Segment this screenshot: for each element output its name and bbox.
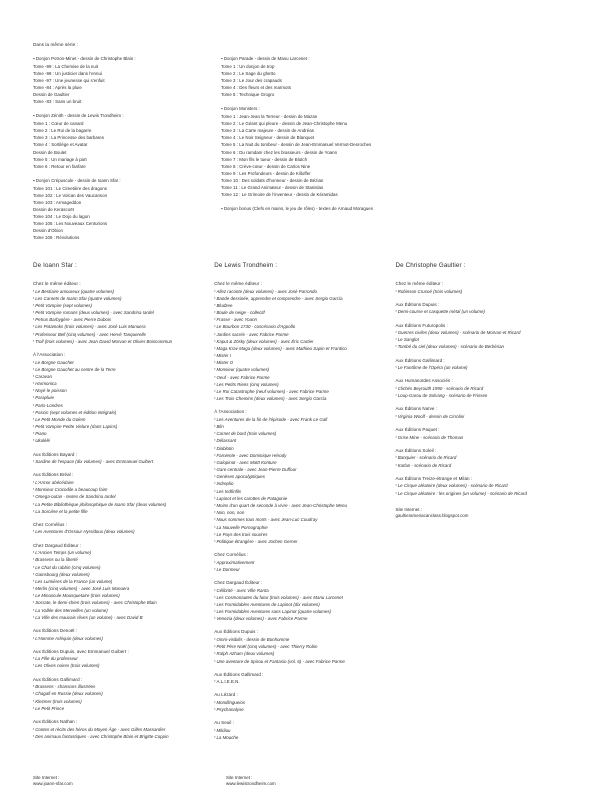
work-item: ▪ Gainsbourg (deux volumes)	[33, 571, 210, 578]
series-entry: Tome 5 : Un mariage à part	[33, 156, 87, 162]
series-group	[33, 55, 221, 105]
series-entry: Tome 5 : La Nuit du tombeur - dessin de Jean-Emmanuel Vermot-Desroches	[221, 142, 372, 148]
work-item: ▪ L'Ancien Temps (un volume)	[33, 549, 210, 556]
publisher-name: Aux Éditions Gallimard :	[33, 676, 83, 682]
author-name: De Christophe Gaultier :	[395, 262, 466, 269]
work-item: ▪ Jardins sacrés - avec Fabrice Parme	[214, 331, 391, 338]
series-title: ▪ Donjon Crépuscule - dessin de Ioann Sfar :	[33, 177, 121, 183]
work-item: ▪ Maga Krav Maga (deux volumes) - avec Mathieu Sapin et Frantico	[214, 345, 391, 352]
author-name: De Lewis Trondheim :	[214, 262, 278, 269]
publisher-name: Chez le même éditeur :	[214, 281, 262, 286]
work-item: ▪ Politique étrangère - avec Jochen Gerner	[214, 538, 391, 545]
series-title: ▪ Donjon Potron-Minet - dessin de Christophe Blain :	[33, 56, 136, 61]
work-item: ▪ Monsieur (quatre volumes)	[214, 366, 391, 373]
publisher-block	[214, 629, 391, 664]
work-item: ▪ Approximativement	[214, 559, 391, 566]
work-item: ▪ La Fille du professeur	[33, 655, 210, 662]
work-item: ▪ Bande dessinée, apprendre et comprendre - avec Sergio García	[214, 295, 391, 302]
work-item: ▪ Les Aventures de la fin de l'épisode - avec Frank Le Gall	[214, 416, 391, 423]
publisher-name: Chez le même éditeur :	[395, 281, 444, 286]
work-item: ▪ Le Sanglot	[396, 336, 570, 343]
publisher-name: À l'Association :	[214, 409, 247, 415]
work-item: ▪ Noyé le poisson	[33, 387, 210, 394]
work-item: ▪ Petit Vampire romans (deux volumes) - avec Sandrina Iardel	[33, 309, 210, 316]
series-group	[33, 177, 221, 242]
work-item: ▪ Mildiou	[214, 727, 391, 734]
work-item: ▪ La Ville des mauvais rêves (un volume) - avec David B	[33, 614, 210, 621]
publisher-block	[396, 448, 570, 469]
publisher-block	[33, 649, 210, 670]
work-item: ▪ Chagall en Russie (deux volumes)	[33, 690, 210, 697]
series-entry: Tome 1 : Un donjon de trop	[221, 63, 275, 69]
publisher-name: Chez Dargaud Éditeur :	[214, 579, 263, 585]
publisher-name: Au Seuil :	[214, 720, 235, 726]
website-block-sfar	[33, 775, 73, 787]
work-item: ▪ Merlin (cinq volumes) - avec José Luis Munuera	[33, 585, 210, 592]
work-item: ▪ Les Indfinfils	[214, 488, 391, 495]
series-entry: Tome 2 : Le Sage du ghetto	[221, 70, 276, 76]
work-item: ▪ Parapluie	[33, 394, 210, 401]
work-item: ▪ Les Formidables Aventures sans Lapinot (quatre volumes)	[214, 608, 391, 615]
publisher-block	[396, 358, 570, 372]
series-entry: Tome 2 : Le Géant qui pleure - dessin de Jean-Christophe Menu	[221, 121, 348, 126]
section-intro: Dans la même série :	[33, 42, 79, 47]
series-group	[221, 55, 573, 98]
publisher-block	[33, 522, 210, 536]
work-item: ▪ Des animaux fantastiques - avec Christophe Blain et Brigitte Coppin	[33, 733, 210, 740]
work-item: ▪ Virginia Woolf - dessin de Cirrolini	[396, 413, 570, 420]
series-entry: Dessin d'Obion	[33, 228, 63, 234]
series-entry: Tome 7 : Mon fils le tueur - dessin de Blutch	[221, 156, 308, 162]
work-item: ▪ Oeuf - avec Fabrice Parme	[214, 374, 391, 381]
website-block-gaultier	[396, 507, 570, 519]
publisher-name: Aux Éditions Dupuis :	[395, 301, 440, 307]
work-item: ▪ Mister O	[214, 359, 391, 366]
work-item: ▪ Contes et récits des héros du Moyen Âge - avec Gilles Massardier	[33, 726, 210, 733]
work-item: ▪ Petit Vampire (sept volumes)	[33, 302, 210, 309]
series-entry: Tome 11 : Le Grand Animateur - dessin de Stanislas	[221, 185, 324, 191]
work-item: ▪ Gare centrale - avec Jean-Pierre Duffour	[214, 466, 391, 473]
work-item: ▪ Kaïlan - scénario de Ricard	[396, 462, 570, 469]
work-item: ▪ Les Aventures d'Ossour Hyrsidoux (deux volumes)	[33, 528, 210, 535]
series-title: ▪ Donjon bonus (Clefs en mains, le jeu de rôles) - textes de Arnaud Moragues	[221, 206, 373, 212]
work-item: ▪ Omni-visibilis - dessin de Bonhomme	[214, 636, 391, 643]
website-url[interactable]: www.joann-sfar.com	[33, 781, 73, 786]
work-item: ▪ Psychanalyse	[214, 706, 391, 713]
work-item: ▪ Pascin (sept volumes et édition intégrale)	[33, 409, 210, 416]
publisher-name: Aux Éditions Bayard :	[33, 451, 78, 457]
work-item: ▪ Indreplio	[214, 480, 391, 487]
work-item: ▪ Les Petits Riens (cinq volumes)	[214, 381, 391, 388]
work-item: ▪ Genèses apocalyptiques	[214, 473, 391, 480]
publisher-block	[33, 628, 210, 642]
authors-section	[33, 262, 573, 748]
website-label: Site Internet :	[226, 774, 253, 780]
series-entry: Tome 1 : Jean-Jean la Terreur - dessin de Mazan	[221, 113, 318, 119]
work-item: ▪ Le Minuscule Mousquetaire (trois volumes)	[33, 592, 210, 599]
work-item: ▪ Monsieur Crocodile a beaucoup faim	[33, 486, 210, 493]
work-item: ▪ Carnet de bord (trois volumes)	[214, 430, 391, 437]
series-entry: Tome -84 : Après la pluie	[33, 85, 82, 90]
work-item: ▪ Le Dormeur	[214, 566, 391, 573]
publisher-block	[33, 719, 210, 740]
work-item: ▪ La Sorcière et la petite fille	[33, 508, 210, 515]
publisher-block	[396, 281, 570, 295]
work-item: ▪ Le Petit Prince	[33, 705, 210, 712]
series-entry: Tome 102 : Le Volcan des Vaucanson	[33, 192, 108, 198]
work-item: ▪ Les Potamoks (trois volumes) - avec José Luis Munuera	[33, 323, 210, 330]
work-item: ▪ Venezia (deux volumes) - avec Fabrice Parme	[214, 615, 391, 622]
publisher-block	[396, 476, 570, 497]
series-title: ▪ Donjon Parade - dessin de Manu Larcenet :	[221, 56, 310, 61]
publisher-name: Aux Éditions Nathan :	[33, 718, 78, 724]
author-column-trondheim	[214, 262, 395, 748]
publisher-block	[396, 323, 570, 351]
website-label: Site Internet :	[33, 774, 60, 780]
author-column-sfar	[33, 262, 214, 748]
series-title: ▪ Donjon Zénith - dessin de Lewis Trondheim :	[33, 113, 124, 119]
work-item: ▪ Socrate, le demi-chien (trois volumes) - avec Christophe Blain	[33, 599, 210, 606]
top-column-right	[221, 55, 573, 249]
series-entry: Tome 8 : Crève-cœur - dessin de Carlos Nine	[221, 163, 311, 169]
series-entry: Tome 1 : Cœur de canard	[33, 121, 84, 126]
series-entry: Tome 4 : Des fleurs et des marmots	[221, 85, 291, 90]
publisher-block	[214, 720, 391, 741]
work-item: ▪ Célibrité - avec Ville Ranta	[214, 587, 391, 594]
publisher-block	[33, 281, 210, 345]
work-item: ▪ L'Homme Arléquin (deux volumes)	[33, 635, 210, 642]
series-entry: Tome -98 : Un justicier dans l'ennui	[33, 70, 102, 76]
series-entry: Tome 4 : Sortilège et Avatar	[33, 142, 88, 148]
series-entry: Tome 5 : Technique Grogro	[221, 92, 275, 98]
publisher-name: Aux Éditions Gallimard :	[395, 357, 445, 363]
publisher-name: Aux Éditions Treize-étrange et Milan :	[395, 475, 473, 481]
author-name: De Ioann Sfar :	[33, 262, 77, 269]
website-label: Site Internet :	[395, 506, 422, 512]
work-item: ▪ Grise Mine - scénario de Thomas	[396, 434, 570, 441]
series-entry: Tome -83 : Sans un bruit	[33, 99, 82, 105]
work-item: ▪ Robinson Crusoé (trois volumes)	[396, 288, 570, 295]
publisher-block	[214, 281, 391, 402]
work-item: ▪ Mondlingueios	[214, 699, 391, 706]
publisher-block	[396, 302, 570, 316]
publisher-block	[214, 552, 391, 573]
work-item: ▪ Le Bourbon 1730 - coscénario d'Appollo	[214, 323, 391, 330]
work-item: ▪ Farniente - avec Dominique Hérody	[214, 452, 391, 459]
website-block-trondheim	[226, 775, 276, 787]
work-item: ▪ Les Lumières de la France (un volume)	[33, 578, 210, 585]
work-item: ▪ Moins d'un quart de seconde à vivre - avec Jean-Christophe Menu	[214, 502, 391, 509]
work-item: ▪ L'Armor abécédaire	[33, 479, 210, 486]
work-item: ▪ Le Borgne Gauchet	[33, 359, 210, 366]
top-columns	[33, 55, 573, 249]
work-item: ▪ Non, non, non	[214, 509, 391, 516]
work-item: ▪ Le Chat du rabbin (cinq volumes)	[33, 564, 210, 571]
website-url[interactable]: www.lewistrondheim.com	[226, 781, 276, 786]
work-item: ▪ Brassens - chansons illustrées	[33, 683, 210, 690]
work-item: ▪ Petit Vampire Petite Vielure (dans Lapins)	[33, 423, 210, 430]
work-item: ▪ Délassant	[214, 437, 391, 444]
work-item: ▪ Petit Père Noël (cinq volumes) - avec Thierry Robin	[214, 643, 391, 650]
series-title: ▪ Donjon Monsters :	[221, 106, 260, 112]
publisher-block	[33, 352, 210, 445]
work-item: ▪ Les Cosmonautes du futur (trois volumes) - avec Manu Larcenet	[214, 594, 391, 601]
publisher-name: Chez Cornélius :	[33, 521, 68, 527]
publisher-block	[214, 580, 391, 622]
publisher-block	[33, 472, 210, 514]
work-item: ▪ La Mouche	[214, 734, 391, 741]
work-item: ▪ Le Fantôme de l'Opéra (un volume)	[396, 364, 570, 371]
work-item: ▪ Loup-Garou de Solvang - scénario de Frissen	[396, 392, 570, 399]
publisher-name: Aux Éditions Gallimard :	[214, 671, 264, 677]
work-item: ▪ Galopinot - avec Mattt Konture	[214, 459, 391, 466]
work-item: ▪ Nous sommes tous morts - avec Jean-Luc Coudray	[214, 516, 391, 523]
work-item: ▪ Clichés Beyrouth 1990 - scénario de Ricard	[396, 385, 570, 392]
work-item: ▪ Ukulélé	[33, 437, 210, 444]
work-item: ▪ Le Pays des trois sourires	[214, 531, 391, 538]
work-item: ▪ La Nouvelle Pornographie	[214, 524, 391, 531]
work-item: ▪ Lapinot et les carottes de Patagonie	[214, 495, 391, 502]
work-item: ▪ Blin	[214, 423, 391, 430]
work-item: ▪ Demi-course et casquette métal (un volume)	[396, 308, 570, 315]
publisher-block	[214, 409, 391, 545]
publisher-name: À l'Association :	[33, 351, 66, 357]
series-entry: Dessin de Gaultier	[33, 92, 70, 98]
publisher-block	[33, 677, 210, 712]
work-item: ▪ Ralph Azham (deux volumes)	[214, 650, 391, 657]
series-entry: Tome 4 : Le Noir Seigneur - dessin de Blanquet	[221, 135, 315, 141]
publisher-name: Aux Humanoïdes Associés :	[395, 378, 453, 384]
work-item: ▪ Caravan	[33, 373, 210, 380]
series-entry: Tome 10 : Des soldats d'honneur - dessin de Bézian	[221, 178, 324, 183]
series-group	[221, 105, 573, 198]
work-item: ▪ Mister I	[214, 352, 391, 359]
work-item: ▪ Professeur Bell (cinq volumes) - avec Hervé Tanquerelle	[33, 331, 210, 338]
publisher-name: Chez le même éditeur :	[33, 281, 81, 286]
series-entry: Tome 6 : Du ramdam chez les brasseurs - dessin de Yoann	[221, 149, 338, 155]
series-entry: Tome 12 : Le Grimoire de l'inventeur - dessin de Kéramidas	[221, 192, 338, 198]
series-entry: Tome 3 : La Princesse des barbares	[33, 135, 104, 141]
series-entry: Tome 103 : Armageddon	[33, 199, 82, 205]
publisher-block	[396, 406, 570, 420]
work-item: ▪ Une aventure de Spirou et Fantasio (vol. 6) - avec Fabrice Parme	[214, 658, 391, 665]
work-item: ▪ Sardine de l'espace (dix volumes) - avec Emmanuel Guibert	[33, 458, 210, 465]
series-group	[33, 112, 221, 170]
publisher-name: Aux Éditions Denoël :	[33, 627, 78, 633]
work-item: ▪ Le Roi Catastrophe (neuf volumes) - avec Fabrice Parme	[214, 388, 391, 395]
publisher-name: Aux Éditions Paquet :	[395, 427, 440, 433]
series-entry: Dessin de Kerascoët	[33, 206, 74, 212]
website-url[interactable]: gaultierameriacanclass.blogspot.com	[395, 513, 469, 519]
series-entry: Tome 2 : Le Roi de la bagarre	[33, 128, 92, 134]
publisher-name: Aux Éditions Bréal :	[33, 472, 74, 478]
work-item: ▪ Bludzee	[214, 302, 391, 309]
series-entry: Tome 9 : Les Profondeurs - dessin de Killoffer	[221, 170, 311, 176]
series-entry: Dessin de Boulet	[33, 149, 67, 155]
publisher-block	[33, 452, 210, 466]
work-item: ▪ Les Olives noires (trois volumes)	[33, 662, 210, 669]
work-item: ▪ Paris-Londres	[33, 402, 210, 409]
series-entry: Tome -99 : La Chemise de la nuit	[33, 63, 99, 69]
publisher-block	[214, 672, 391, 686]
work-item: ▪ Piano	[33, 430, 210, 437]
work-item: ▪ Le Bestiaire amoureux (quatre volumes)	[33, 288, 210, 295]
same-series-section	[33, 42, 573, 249]
publisher-name: Aux Éditions Naïve :	[395, 406, 438, 412]
author-column-gaultier	[396, 262, 574, 748]
work-item: ▪ Petrus Barbygère - avec Pierre Dubois	[33, 316, 210, 323]
work-item: ▪ Guerres civiles (deux volumes) - scénario de Morvan et Ricard	[396, 329, 570, 336]
work-item: ▪ Boule de neige - collectif	[214, 309, 391, 316]
work-item: ▪ La Petite Bibliothèque philosophique de Ioann Sfar (deux volumes)	[33, 501, 210, 508]
work-item: ▪ Le Borgne Gauchet au centre de la Terre	[33, 366, 210, 373]
work-item: ▪ Klezmer (trois volumes)	[33, 698, 210, 705]
work-item: ▪ Harmonica	[33, 380, 210, 387]
work-item: ▪ Diablotin	[214, 445, 391, 452]
top-column-left	[33, 55, 221, 249]
work-item: ▪ Allez raconte (deux volumes) - avec José Parrondo	[214, 288, 391, 295]
series-entry: Tome 6 : Retour en fanfare	[33, 163, 86, 169]
work-item: ▪ Banquier - scénario de Ricard	[396, 454, 570, 461]
work-item: ▪ La Vallée des Merveilles (un volume)	[33, 607, 210, 614]
series-entry: Tome -97 : Une jeunesse qui s'enfuit	[33, 77, 105, 83]
work-item: ▪ Les Formidables Aventures de Lapinot (dix volumes)	[214, 601, 391, 608]
work-item: ▪ Frasse - avec Yoann	[214, 316, 391, 323]
work-item: ▪ Le Petit Monde du Golem	[33, 416, 210, 423]
publisher-name: Aux Éditions Soleil :	[395, 447, 437, 453]
series-entry: Tome 3 : Le Jour des crapauds	[221, 77, 282, 83]
work-item: ▪ Omega-outan - textes de Sandrina Iardel	[33, 493, 210, 500]
work-item: ▪ Tombé du ciel (deux volumes) - scénario de Berbérian	[396, 343, 570, 350]
work-item: ▪ Brassens ou la liberté	[33, 556, 210, 563]
work-item: ▪ Le Cirque aléatoire (deux volumes) - scénario de Ricard	[396, 482, 570, 489]
series-group	[221, 205, 573, 212]
series-entry: Tome 3 : La Carte majeure - dessin de Andréas	[221, 128, 314, 134]
publisher-name: Aux Éditions Dupuis, avec Emmanuel Guibert :	[33, 648, 129, 654]
series-entry: Tome 104 : Le Dojo du lagon	[33, 214, 90, 219]
publisher-name: Chez Dargaud Éditeur :	[33, 542, 82, 548]
publisher-name: Chez Cornélius :	[214, 552, 249, 558]
work-item: ▪ Les Trois Chemins (deux volumes) - avec Sergio García	[214, 395, 391, 402]
publisher-name: Au Lézard :	[214, 692, 238, 698]
work-item: ▪ Kaput & Zösky (deux volumes) - avec Éric Cartier	[214, 338, 391, 345]
publisher-block	[396, 427, 570, 441]
publisher-block	[33, 543, 210, 621]
publisher-name: Aux Éditions Dupuis :	[214, 629, 259, 635]
work-item: ▪ Le Cirque aléatoire : les origines (un volume) - scénario de Ricard	[396, 490, 570, 497]
series-entry: Tome 101 : Le Cimetière des dragons	[33, 185, 107, 191]
publisher-block	[214, 692, 391, 713]
publisher-block	[396, 378, 570, 399]
work-item: ▪ A.L.I.E.E.N.	[214, 678, 391, 685]
series-entry: Tome 105 : Les Nouveaux Centurions	[33, 221, 108, 227]
publisher-name: Aux Éditions Futuropolis :	[395, 322, 448, 328]
series-entry: Tome 106 : Révolutions	[33, 235, 80, 241]
work-item: ▪ Les Carnets de Ioann Sfar (quatre volumes)	[33, 295, 210, 302]
work-item: ▪ Troll (trois volumes) - avec Jean David Morvan et Olivier Boiscommun	[33, 338, 210, 345]
